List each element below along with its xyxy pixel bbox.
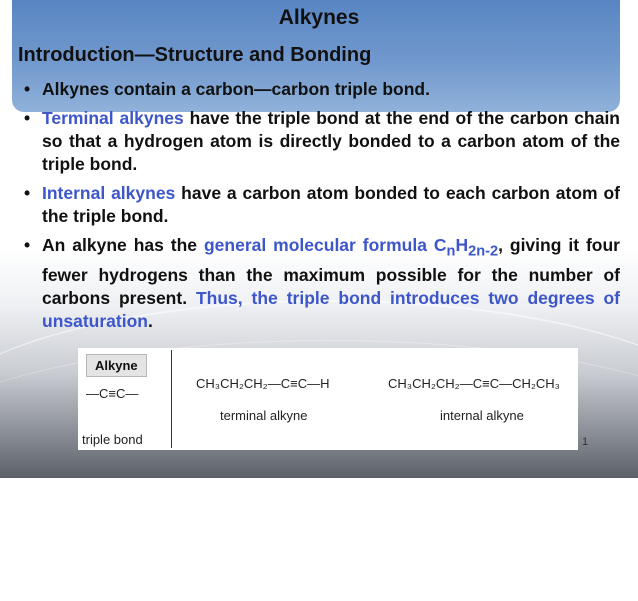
highlight-term: Internal alkynes <box>42 183 176 203</box>
bullet-item <box>20 107 620 176</box>
bullet-text: , giving it four fewer hydrogens than the maximum possible for the number of carbons present. <box>42 235 620 308</box>
highlight-term: general molecular formula <box>203 235 434 255</box>
bullet-dot: • <box>24 183 31 203</box>
bullet-text: have the triple bond at the end of the carbon chain so that a hydrogen atom is directly bonded to a carbon atom of the triple bond. <box>42 108 620 174</box>
figure-divider <box>171 350 172 448</box>
slide-subtitle: Introduction—Structure and Bonding <box>18 44 372 66</box>
generic-caption: triple bond <box>82 432 143 447</box>
bullet-dot: • <box>24 235 31 255</box>
alkyne-figure <box>78 348 578 450</box>
highlight-term: Thus, the triple bond introduces two degrees of unsaturation <box>42 287 620 331</box>
internal-formula: CH₃CH₂CH₂—C≡C—CH₂CH₃ <box>388 376 560 391</box>
formula: $C_nH_{2n-2}$ <box>433 235 499 260</box>
internal-caption: internal alkyne <box>440 408 524 423</box>
bullet-text: have a carbon atom bonded to each carbon atom of the triple bond. <box>42 183 620 226</box>
bullet-item <box>20 234 620 333</box>
terminal-caption: terminal alkyne <box>220 408 308 423</box>
bullet-dot: • <box>24 108 31 128</box>
slide-number: 1 <box>582 436 589 448</box>
figure-label: Alkyne <box>86 354 147 377</box>
highlight-term: Terminal alkynes <box>42 108 184 128</box>
generic-structure: —C≡C— <box>86 386 139 401</box>
bullet-text: Alkynes contain a carbon—carbon triple bond. <box>42 79 430 99</box>
bullet-item <box>20 78 620 101</box>
bullet-dot: • <box>24 79 31 99</box>
bullet-text: . <box>147 310 153 331</box>
bullet-item <box>20 182 620 228</box>
slide-title: Alkynes <box>278 6 360 29</box>
terminal-formula: CH₃CH₂CH₂—C≡C—H <box>196 376 330 391</box>
bullet-text: An alkyne has the <box>42 235 204 255</box>
bullet-list <box>20 78 620 339</box>
